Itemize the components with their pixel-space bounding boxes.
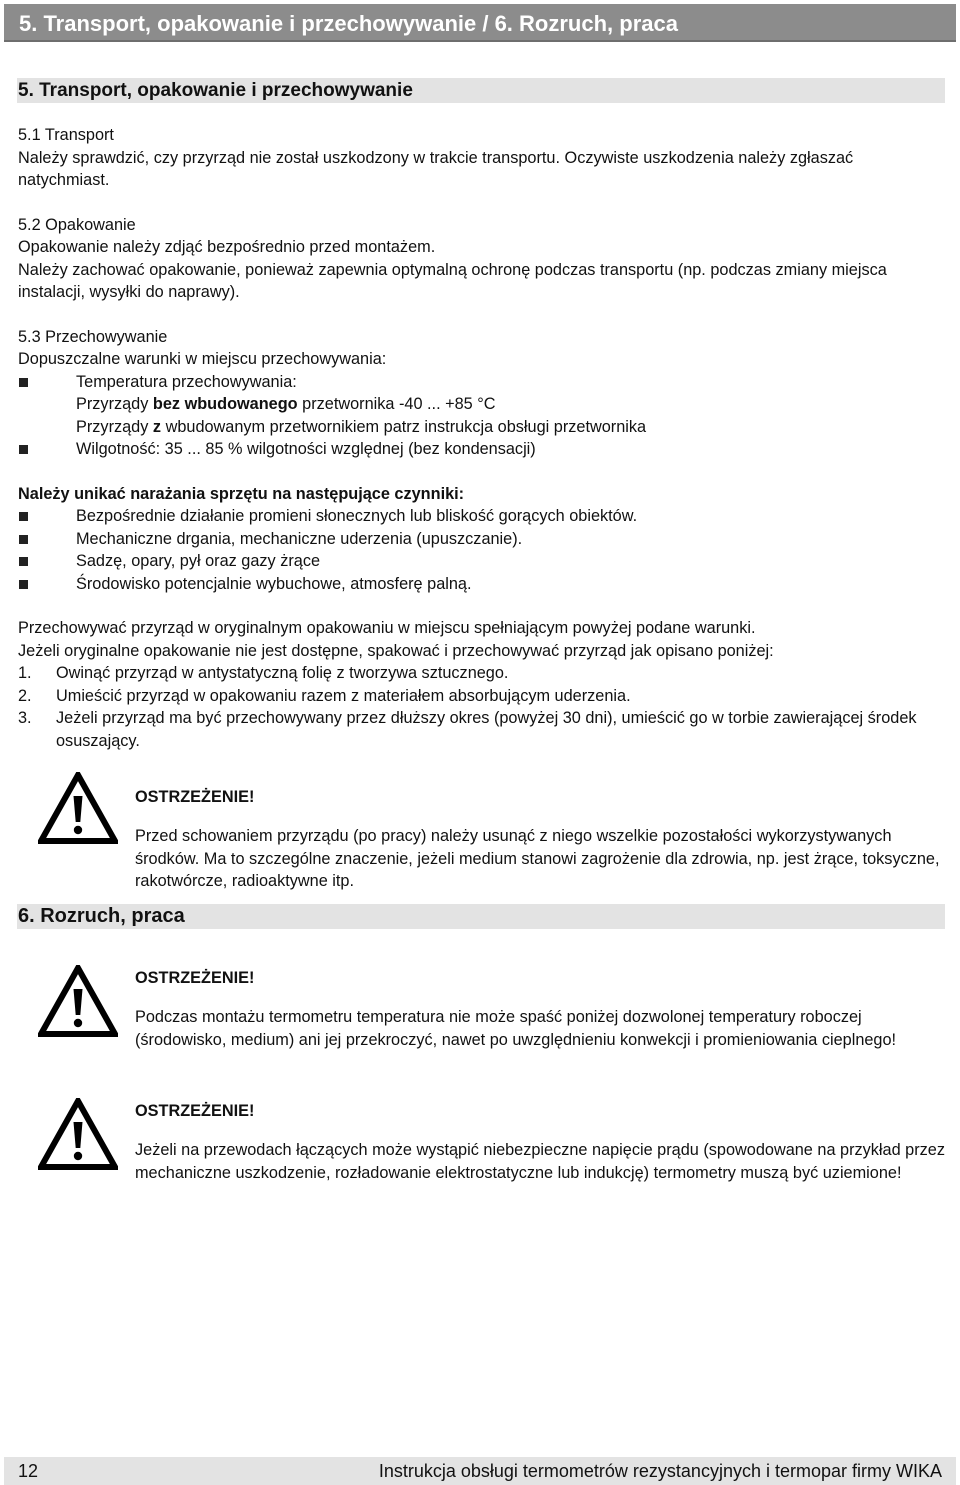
step-number: 2.	[18, 686, 32, 705]
section-5-content	[18, 124, 948, 752]
warning-text: Przed schowaniem przyrządu (po pracy) należy usunąć z niego wszelkie pozostałości wykorzystywanych środków. Ma to szczególne znaczenie, jeżeli medium stanowi zagrożenie dla zdrowia, np. jest żrące, toksyczne, rakotwórcze, radioaktywne itp.	[135, 827, 940, 891]
page-number: 12	[18, 1461, 39, 1481]
temperature-line-2: Przyrządy z wbudowanym przetwornikiem patrz instrukcja obsługi przetwornika	[76, 417, 647, 436]
temperature-label: Temperatura przechowywania:	[76, 372, 297, 391]
bullet-square-icon	[19, 512, 28, 521]
bullet-square-icon	[19, 445, 28, 454]
bullet-square-icon	[19, 378, 28, 387]
list-item	[18, 707, 948, 752]
list-item-text: Bezpośrednie działanie promieni słonecznych lub bliskość gorących obiektów.	[76, 507, 638, 525]
warning-title: OSTRZEŻENIE!	[135, 969, 255, 988]
section-5-heading: 5. Transport, opakowanie i przechowywanie	[17, 78, 945, 103]
list-item-text: Mechaniczne drgania, mechaniczne uderzenia (upuszczanie).	[76, 529, 523, 548]
warning-grounding	[18, 1084, 948, 1200]
subsection-number: 5.2	[18, 215, 41, 234]
avoid-heading: Należy unikać narażania sprzętu na następujące czynniki:	[18, 484, 465, 503]
list-item	[18, 528, 948, 551]
avoid-list	[18, 505, 948, 595]
temperature-line-1: Przyrządy bez wbudowanego przetwornika -40 ... +85 °C	[76, 395, 496, 413]
page-footer	[4, 1457, 956, 1485]
section-6-heading: 6. Rozruch, praca	[17, 904, 945, 929]
warning-text: Jeżeli na przewodach łączących może wystąpić niebezpieczne napięcie prądu (spowodowane na przykład przez mechaniczne uszkodzenie, rozładowanie elektrostatyczne lub indukcję) termometry muszą być uziemione!	[135, 1141, 945, 1182]
warning-title: OSTRZEŻENIE!	[135, 1102, 255, 1121]
humidity-list	[18, 438, 948, 461]
warning-storage	[18, 770, 948, 909]
list-item	[18, 685, 948, 708]
packaging-line-2: Należy zachować opakowanie, ponieważ zapewnia optymalną ochronę podczas transportu (np. podczas zmiany miejsca instalacji, wysyłki do naprawy).	[18, 260, 887, 301]
step-text: Owinąć przyrząd w antystatyczną folię z tworzywa sztucznego.	[56, 664, 509, 682]
warning-text: Podczas montażu termometru temperatura nie może spaść poniżej dozwolonej temperatury roboczej (środowisko, medium) ani jej przekroczyć, nawet po uwzględnieniu konwekcji i promieniowania cieplnego!	[135, 1008, 897, 1049]
step-number: 1.	[18, 664, 32, 682]
subsection-title: Opakowanie	[45, 215, 136, 234]
subsection-5-3-heading	[18, 326, 948, 349]
page-header-bar	[4, 4, 956, 42]
storage-conditions-heading: Dopuszczalne warunki w miejscu przechowywania:	[18, 350, 387, 368]
warning-title: OSTRZEŻENIE!	[135, 788, 255, 807]
list-item-text: Sadzę, opary, pył oraz gazy żrące	[76, 552, 321, 570]
list-item	[18, 371, 948, 394]
subsection-number: 5.1	[18, 126, 41, 144]
bullet-square-icon	[19, 535, 28, 544]
page-header-title: 5. Transport, opakowanie i przechowywanie / 6. Rozruch, praca	[19, 11, 678, 36]
subsection-5-1-heading	[18, 124, 948, 147]
list-item	[18, 505, 948, 528]
list-item	[18, 550, 948, 573]
warning-triangle-icon	[38, 1098, 118, 1170]
subsection-number: 5.3	[18, 327, 41, 346]
step-number: 3.	[18, 709, 32, 727]
step-text: Umieścić przyrząd w opakowaniu razem z materiałem absorbującym uderzenia.	[56, 686, 631, 705]
bullet-square-icon	[19, 580, 28, 589]
subsection-title: Transport	[44, 126, 114, 144]
list-item-text: Środowisko potencjalnie wybuchowe, atmosferę palną.	[76, 574, 472, 593]
store-line-2: Jeżeli oryginalne opakowanie nie jest dostępne, spakować i przechowywać przyrząd jak opisano poniżej:	[18, 641, 774, 660]
step-text: Jeżeli przyrząd ma być przechowywany przez dłuższy okres (powyżej 30 dni), umieścić go w torbie zawierającej środek osuszający.	[56, 709, 917, 750]
subsection-title: Przechowywanie	[45, 327, 168, 346]
storage-conditions-list	[18, 371, 948, 394]
packaging-line-1: Opakowanie należy zdjąć bezpośrednio przed montażem.	[18, 238, 436, 256]
warning-triangle-icon	[38, 772, 118, 844]
footer-text: Instrukcja obsługi termometrów rezystancyjnych i termopar firmy WIKA	[378, 1461, 942, 1481]
bullet-square-icon	[19, 557, 28, 566]
warning-triangle-icon	[38, 965, 118, 1037]
list-item	[18, 662, 948, 685]
packing-steps-list	[18, 662, 948, 752]
subsection-5-2-heading	[18, 214, 948, 237]
transport-text: Należy sprawdzić, czy przyrząd nie został uszkodzony w trakcie transportu. Oczywiste uszkodzenia należy zgłaszać natychmiast.	[18, 148, 854, 189]
store-line-1: Przechowywać przyrząd w oryginalnym opakowaniu w miejscu spełniającym powyżej podane warunki.	[18, 619, 756, 637]
warning-temperature	[18, 951, 948, 1067]
list-item	[18, 573, 948, 596]
humidity-text: Wilgotność: 35 ... 85 % wilgotności względnej (bez kondensacji)	[76, 440, 536, 458]
list-item	[18, 438, 948, 461]
